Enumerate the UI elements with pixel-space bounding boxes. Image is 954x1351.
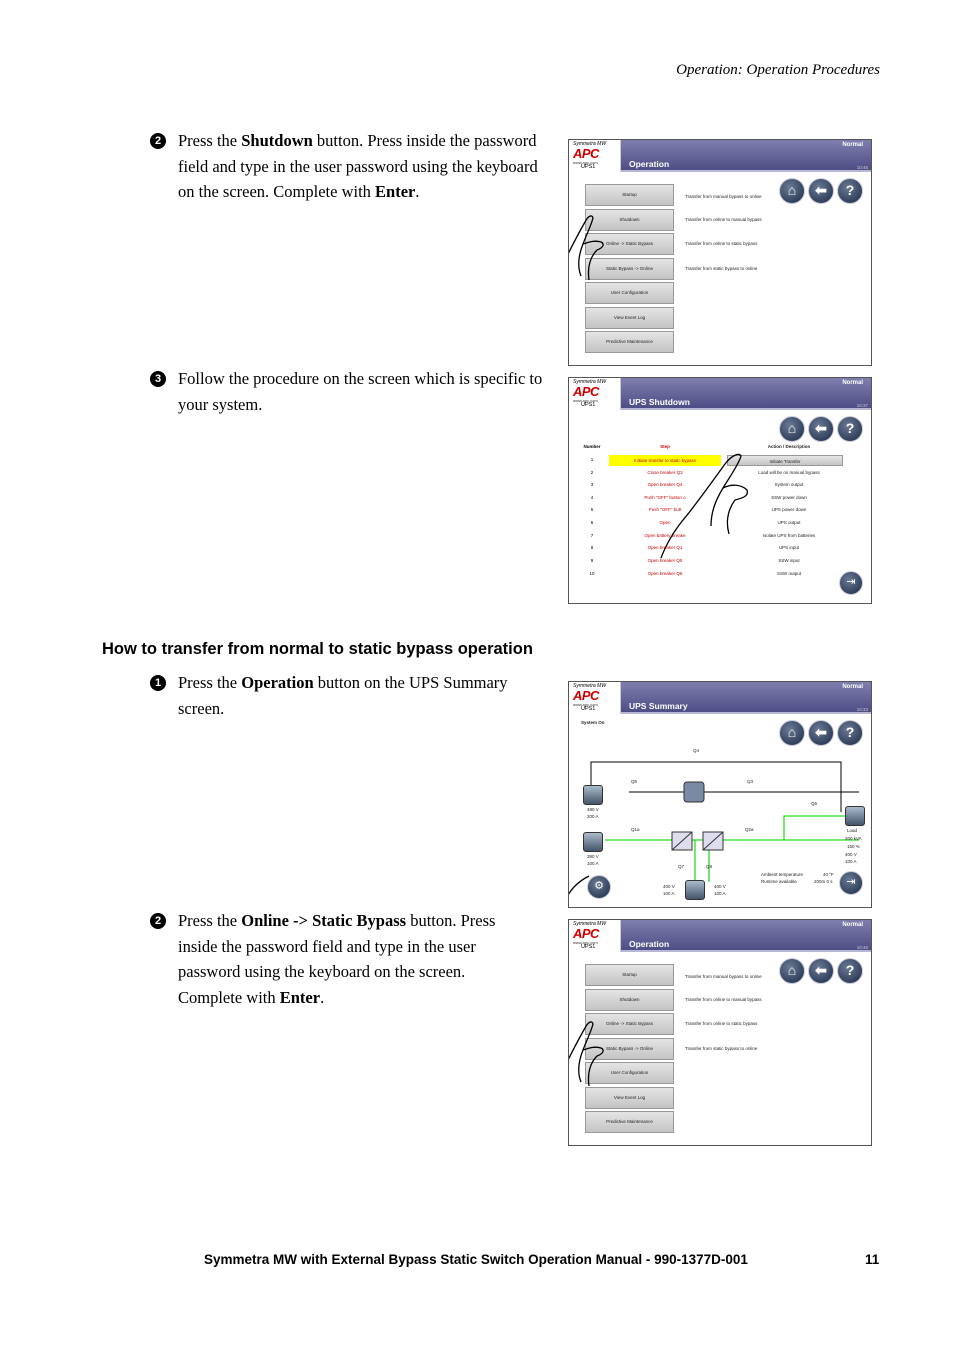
step-number: 2 (150, 133, 166, 149)
startup-button[interactable]: Startup (585, 184, 674, 206)
page-header: Operation: Operation Procedures (676, 62, 880, 78)
pointing-hand-icon (568, 862, 603, 908)
apc-logo: Symmetra MW APC www.apc.com (569, 140, 621, 172)
screen-title-bar: Symmetra MW APC www.apc.com UPS1 Operation Normal 10:46 (569, 140, 871, 172)
home-icon[interactable]: ⌂ (779, 178, 805, 204)
screen-title: UPS Shutdown (629, 397, 690, 407)
exit-icon[interactable]: ⇥ (839, 571, 863, 595)
section-title: How to transfer from normal to static bypass operation (102, 640, 533, 658)
screen-title-bar: Symmetra MW APC www.apc.com UPS1 UPS Shutdown Normal 10:37 (569, 378, 871, 410)
status-label: Normal (842, 142, 863, 148)
table-row: 10 Open breaker Q6 SSW output (589, 571, 801, 576)
status-label: Normal (842, 684, 863, 690)
screen-title: Operation (629, 939, 670, 949)
step-number: 3 (150, 371, 166, 387)
utility-input-2-icon[interactable] (583, 832, 603, 852)
back-arrow-icon[interactable]: ⬅ (808, 720, 834, 746)
system-status: System On (581, 720, 605, 725)
help-icon[interactable]: ? (837, 178, 863, 204)
nav-buttons (776, 178, 863, 204)
home-icon[interactable]: ⌂ (779, 958, 805, 984)
online-to-static-bypass-button[interactable]: Online -> Static Bypass (585, 1013, 674, 1035)
operation-icon[interactable]: ⚙ (587, 875, 611, 899)
pointing-hand-icon (568, 1016, 627, 1106)
table-row: 2 Close breaker Q3 Load will be on manual bypass (590, 470, 820, 475)
step-number: 1 (150, 675, 166, 691)
table-row: 6 Open UPS output (590, 520, 801, 525)
load-icon[interactable] (845, 806, 865, 826)
ups-summary-screenshot: Symmetra MW APC www.apc.com UPS1 UPS Summary Normal 10:33 System On ⌂ ⬅ ? Q4 Q5 Q3 Q6 Q1a Q2a Q7 Q8 480 V 200 A 380 V 100 A 400 V 100 A 400 V 100 A Load 200 kVA 150 % 400 V 100 A Ambient temperature 40 °F Runtime available 200m 0 s ⚙ ⇥ (568, 681, 872, 908)
apc-logo: Symmetra MW APC www.apc.com (569, 920, 621, 952)
table-row: 4 Push "OFF" button o SSW power down (590, 495, 807, 500)
help-icon[interactable]: ? (837, 416, 863, 442)
step-operation: 1 Press the Operation button on the UPS Summary screen. (150, 670, 550, 721)
help-icon[interactable]: ? (837, 958, 863, 984)
help-icon[interactable]: ? (837, 720, 863, 746)
static-switch-icon (684, 782, 704, 802)
exit-icon[interactable]: ⇥ (839, 871, 863, 895)
footer-title: Symmetra MW with External Bypass Static Switch Operation Manual - 990-1377D-001 (204, 1252, 748, 1267)
nav-buttons (776, 416, 863, 442)
pointing-hand-icon (659, 450, 759, 560)
pointing-hand-icon (568, 210, 627, 300)
user-configuration-button[interactable]: User Configuration (585, 1062, 674, 1084)
table-row: 3 Open breaker Q4 System output (590, 482, 804, 487)
home-icon[interactable]: ⌂ (779, 416, 805, 442)
initiate-transfer-button[interactable]: Initiate Transfer (727, 455, 843, 466)
predictive-maintenance-button[interactable]: Predictive Maintenance (585, 1111, 674, 1133)
table-row: 1 Initiate transfer to static bypass Initiate Transfer (569, 455, 871, 467)
screen-title-bar: Symmetra MW APC www.apc.com UPS1 UPS Summary Normal 10:33 (569, 682, 871, 714)
operation-screenshot-1: Symmetra MW APC www.apc.com UPS1 Operation Normal 10:46 ⌂ ⬅ ? Startup Shutdown Online -> Static Bypass Static Bypass -> Online User Configuration View Event Log Predictive Maintenance Transfer from manual bypass to online Transfer from online to manual bypass Transfer from online to static bypass Transfer from static bypass to online (568, 139, 872, 366)
static-bypass-to-online-button[interactable]: Static Bypass -> Online (585, 258, 674, 280)
table-row: 7 Open battery breake Isolate UPS from batteries (590, 533, 816, 538)
back-arrow-icon[interactable]: ⬅ (808, 416, 834, 442)
step-follow-procedure: 3 Follow the procedure on the screen which is specific to your system. (150, 366, 550, 417)
table-header: Number Step Action / Description (583, 444, 811, 449)
online-to-static-bypass-button[interactable]: Online -> Static Bypass (585, 233, 674, 255)
table-row: 5 Push "OFF" butt UPS power down (590, 507, 807, 512)
operation-screenshot-2: Symmetra MW APC www.apc.com UPS1 Operation Normal 10:46 ⌂ ⬅ ? Startup Shutdown Online -> Static Bypass Static Bypass -> Online User Configuration View Event Log Predictive Maintenance Transfer from manual bypass to online Transfer from online to manual bypass Transfer from online to static bypass Transfer from static bypass to online (568, 919, 872, 1146)
ups-shutdown-screenshot (568, 377, 872, 604)
startup-button[interactable]: Startup (585, 964, 674, 986)
back-arrow-icon[interactable]: ⬅ (808, 958, 834, 984)
page-number: 11 (865, 1252, 880, 1267)
apc-logo: Symmetra MW APC www.apc.com (569, 378, 621, 410)
table-row: 8 Open breaker Q1 UPS input (590, 545, 800, 550)
status-label: Normal (842, 380, 863, 386)
step-static-bypass: 2 Press the Online -> Static Bypass button. Press inside the password field and type in the user password using the keyboard on the screen. Complete with Enter. (150, 908, 530, 1010)
nav-buttons (776, 958, 863, 984)
user-configuration-button[interactable]: User Configuration (585, 282, 674, 304)
step-number: 2 (150, 913, 166, 929)
bypass-line (591, 762, 841, 812)
home-icon[interactable]: ⌂ (779, 720, 805, 746)
status-label: Normal (842, 922, 863, 928)
screen-title-bar: Symmetra MW APC www.apc.com UPS1 Operation Normal 10:46 (569, 920, 871, 952)
table-row: 9 Open breaker Q5 SSW input (590, 558, 800, 563)
screen-title: Operation (629, 159, 670, 169)
view-event-log-button[interactable]: View Event Log (585, 307, 674, 329)
back-arrow-icon[interactable]: ⬅ (808, 178, 834, 204)
shutdown-button[interactable]: Shutdown (585, 209, 674, 231)
utility-input-1-icon[interactable] (583, 785, 603, 805)
apc-logo: Symmetra MW APC www.apc.com (569, 682, 621, 714)
highlighted-step: Initiate transfer to static bypass (609, 455, 721, 466)
screen-title: UPS Summary (629, 701, 688, 711)
step-shutdown: 2 Press the Shutdown button. Press inside the password field and type in the user password using the keyboard on the screen. Complete with Enter. (150, 128, 550, 205)
shutdown-button[interactable]: Shutdown (585, 989, 674, 1011)
static-bypass-to-online-button[interactable]: Static Bypass -> Online (585, 1038, 674, 1060)
battery-icon[interactable] (685, 880, 705, 900)
predictive-maintenance-button[interactable]: Predictive Maintenance (585, 331, 674, 353)
view-event-log-button[interactable]: View Event Log (585, 1087, 674, 1109)
